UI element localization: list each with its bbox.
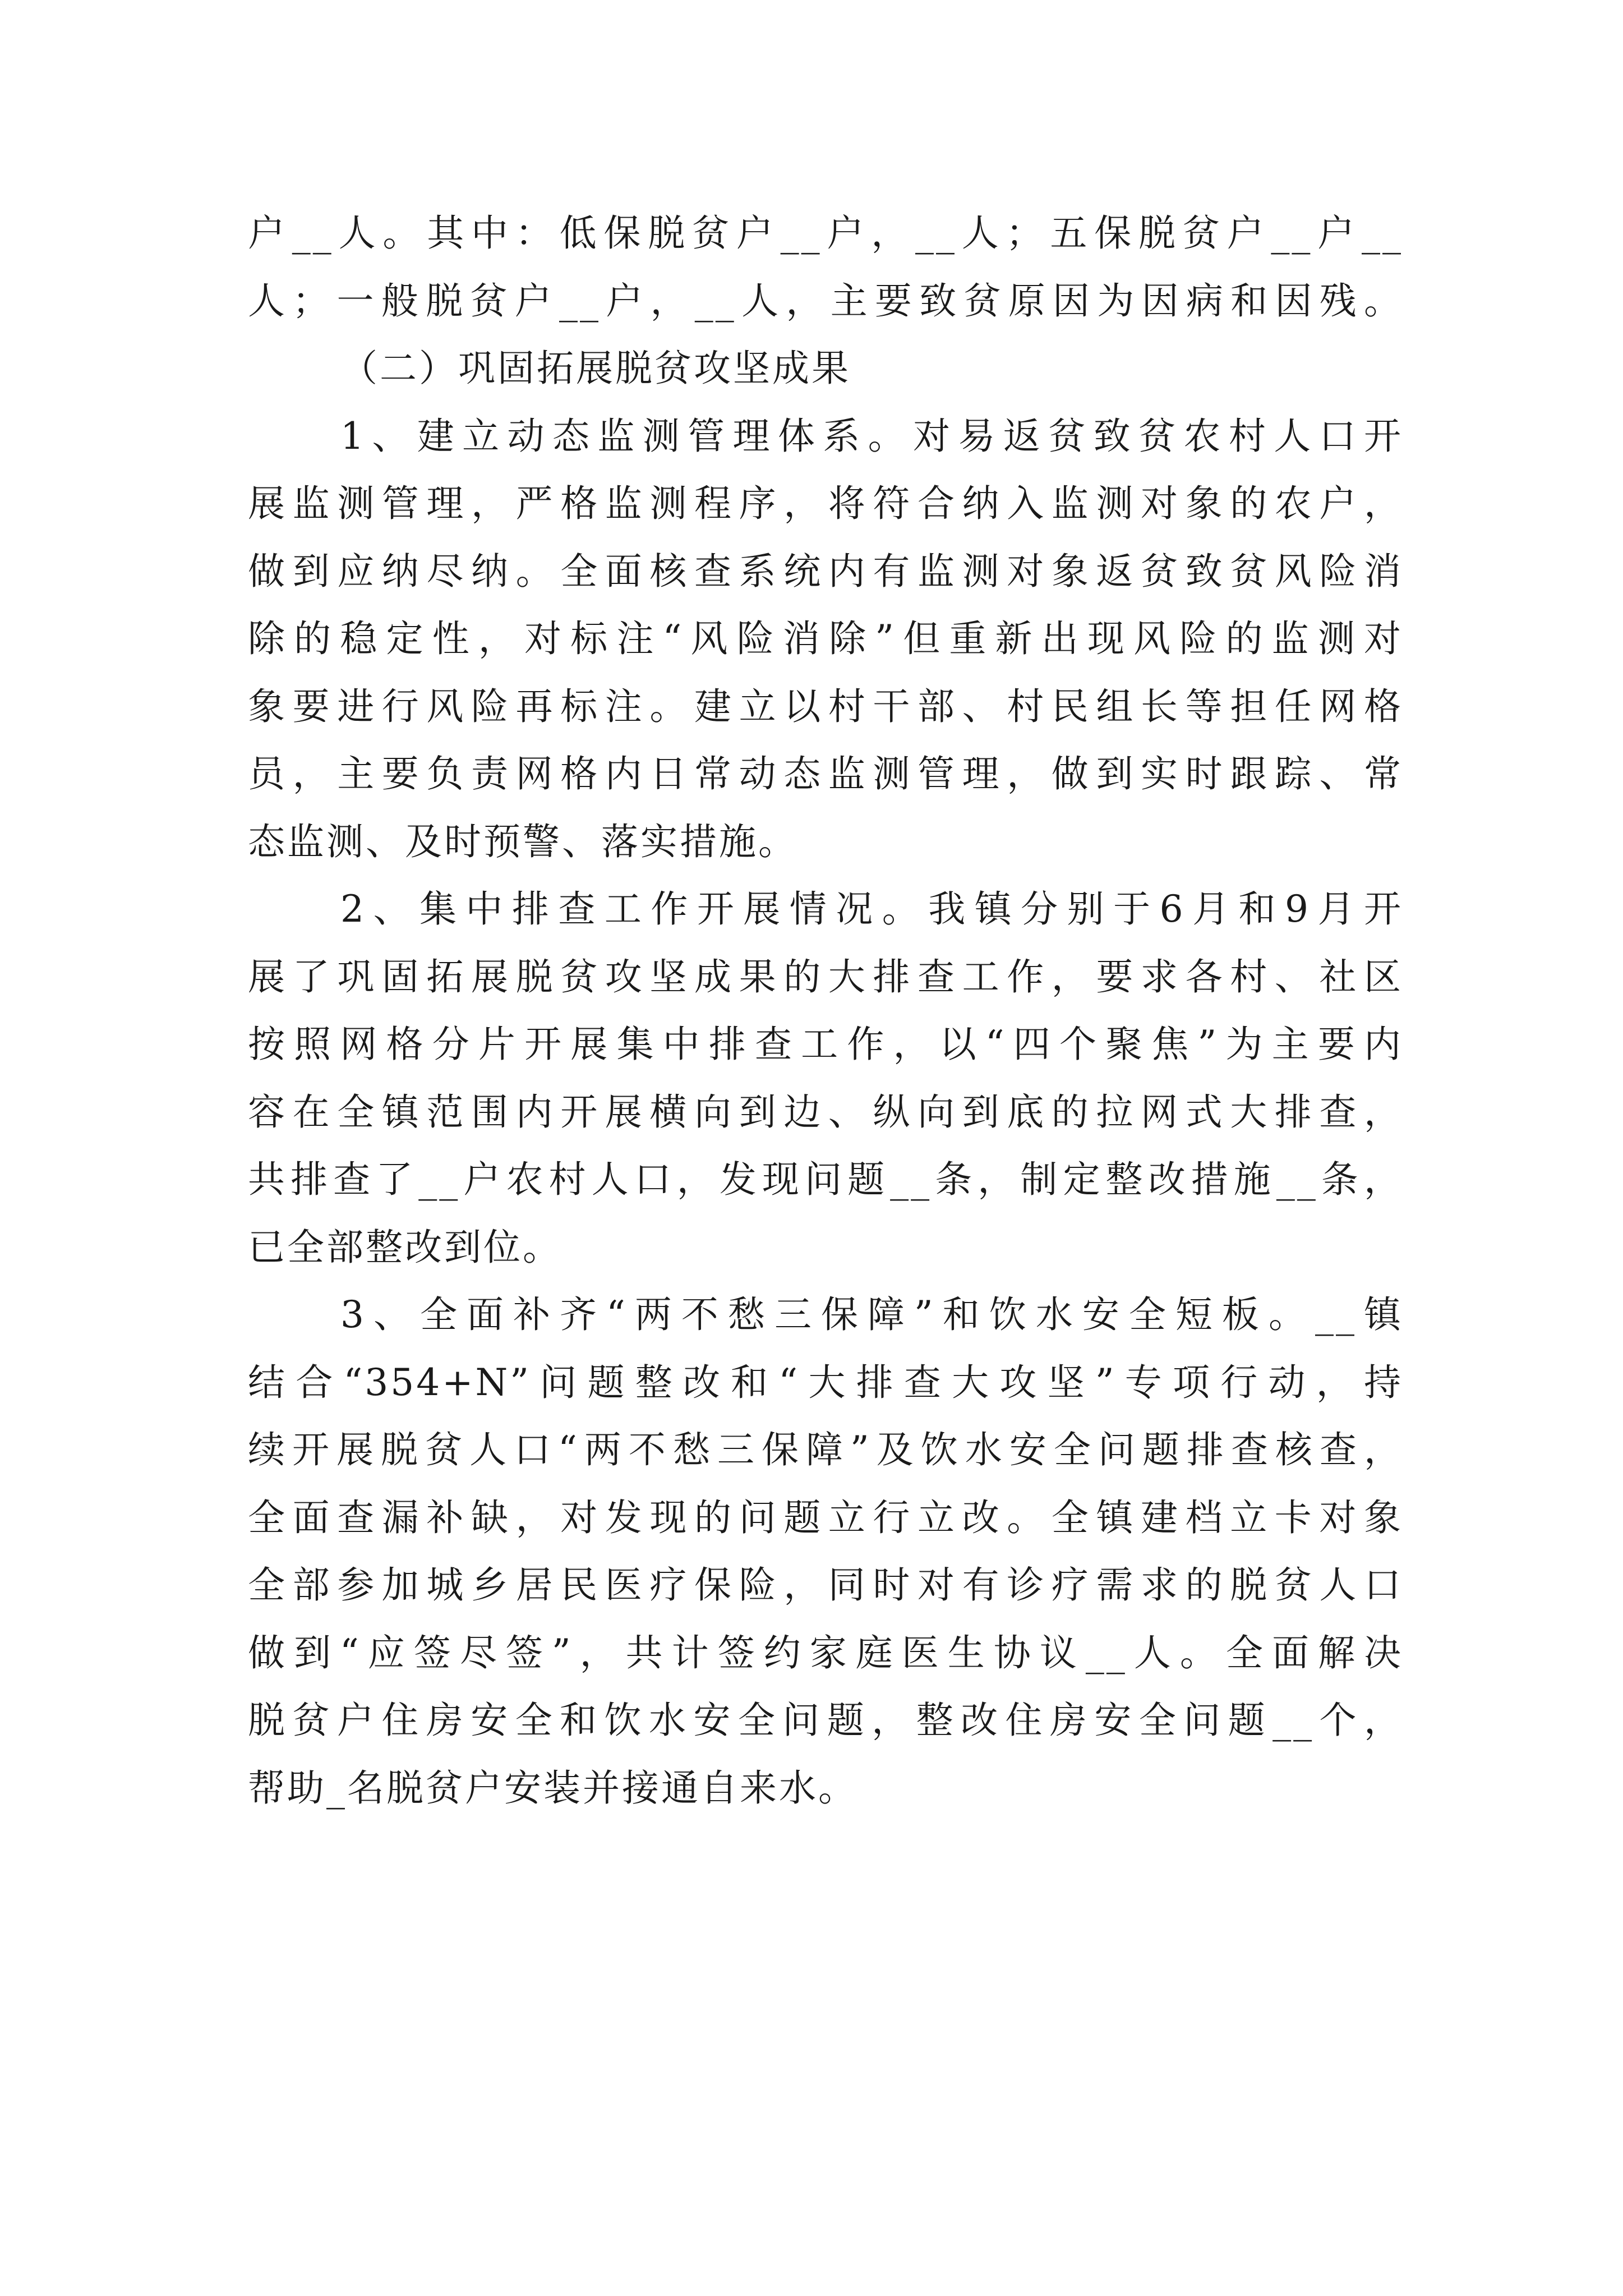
- paragraph-line: 除的稳定性，对标注“风险消除”但重新出现风险的监测对: [248, 617, 1403, 660]
- paragraph-line: 态监测、及时预警、落实措施。: [248, 820, 797, 863]
- paragraph-line: 共排查了__户农村人口，发现问题__条，制定整改措施__条，: [248, 1158, 1403, 1201]
- paragraph-line: 结合“354+N”问题整改和“大排查大攻坚”专项行动，持: [248, 1360, 1403, 1404]
- paragraph-line: 容在全镇范围内开展横向到边、纵向到底的拉网式大排查，: [248, 1090, 1403, 1134]
- paragraph-line: 已全部整改到位。: [248, 1225, 562, 1269]
- paragraph-line: 脱贫户住房安全和饮水安全问题，整改住房安全问题__个，: [248, 1699, 1403, 1742]
- paragraph-line: 做到应纳尽纳。全面核查系统内有监测对象返贫致贫风险消: [248, 549, 1403, 593]
- paragraph-line: 续开展脱贫人口“两不愁三保障”及饮水安全问题排查核查，: [248, 1428, 1403, 1471]
- paragraph-line: 1、建立动态监测管理体系。对易返贫致贫农村人口开: [340, 414, 1403, 458]
- paragraph-line: 做到“应签尽签”，共计签约家庭医生协议__人。全面解决: [248, 1631, 1403, 1674]
- paragraph-line: 帮助_名脱贫户安装并接通自来水。: [248, 1766, 857, 1810]
- paragraph-line: 展监测管理，严格监测程序，将符合纳入监测对象的农户，: [248, 482, 1403, 525]
- paragraph-line: 员，主要负责网格内日常动态监测管理，做到实时跟踪、常: [248, 752, 1403, 795]
- paragraph-line: 全部参加城乡居民医疗保险，同时对有诊疗需求的脱贫人口: [248, 1563, 1403, 1607]
- section-heading: （二）巩固拓展脱贫攻坚成果: [340, 347, 851, 390]
- paragraph-line: 2、集中排查工作开展情况。我镇分别于6月和9月开: [340, 887, 1403, 931]
- document-body: [248, 200, 1403, 1822]
- paragraph-line: 全面查漏补缺，对发现的问题立行立改。全镇建档立卡对象: [248, 1496, 1403, 1539]
- paragraph-line: 象要进行风险再标注。建立以村干部、村民组长等担任网格: [248, 684, 1403, 728]
- paragraph-line: 户__人。其中：低保脱贫户__户，__人；五保脱贫户__户__: [248, 211, 1403, 255]
- paragraph-line: 3、全面补齐“两不愁三保障”和饮水安全短板。__镇: [340, 1293, 1403, 1336]
- paragraph-line: 人；一般脱贫户__户，__人，主要致贫原因为因病和因残。: [248, 279, 1403, 323]
- paragraph-line: 按照网格分片开展集中排查工作，以“四个聚焦”为主要内: [248, 1023, 1403, 1066]
- paragraph-line: 展了巩固拓展脱贫攻坚成果的大排查工作，要求各村、社区: [248, 955, 1403, 999]
